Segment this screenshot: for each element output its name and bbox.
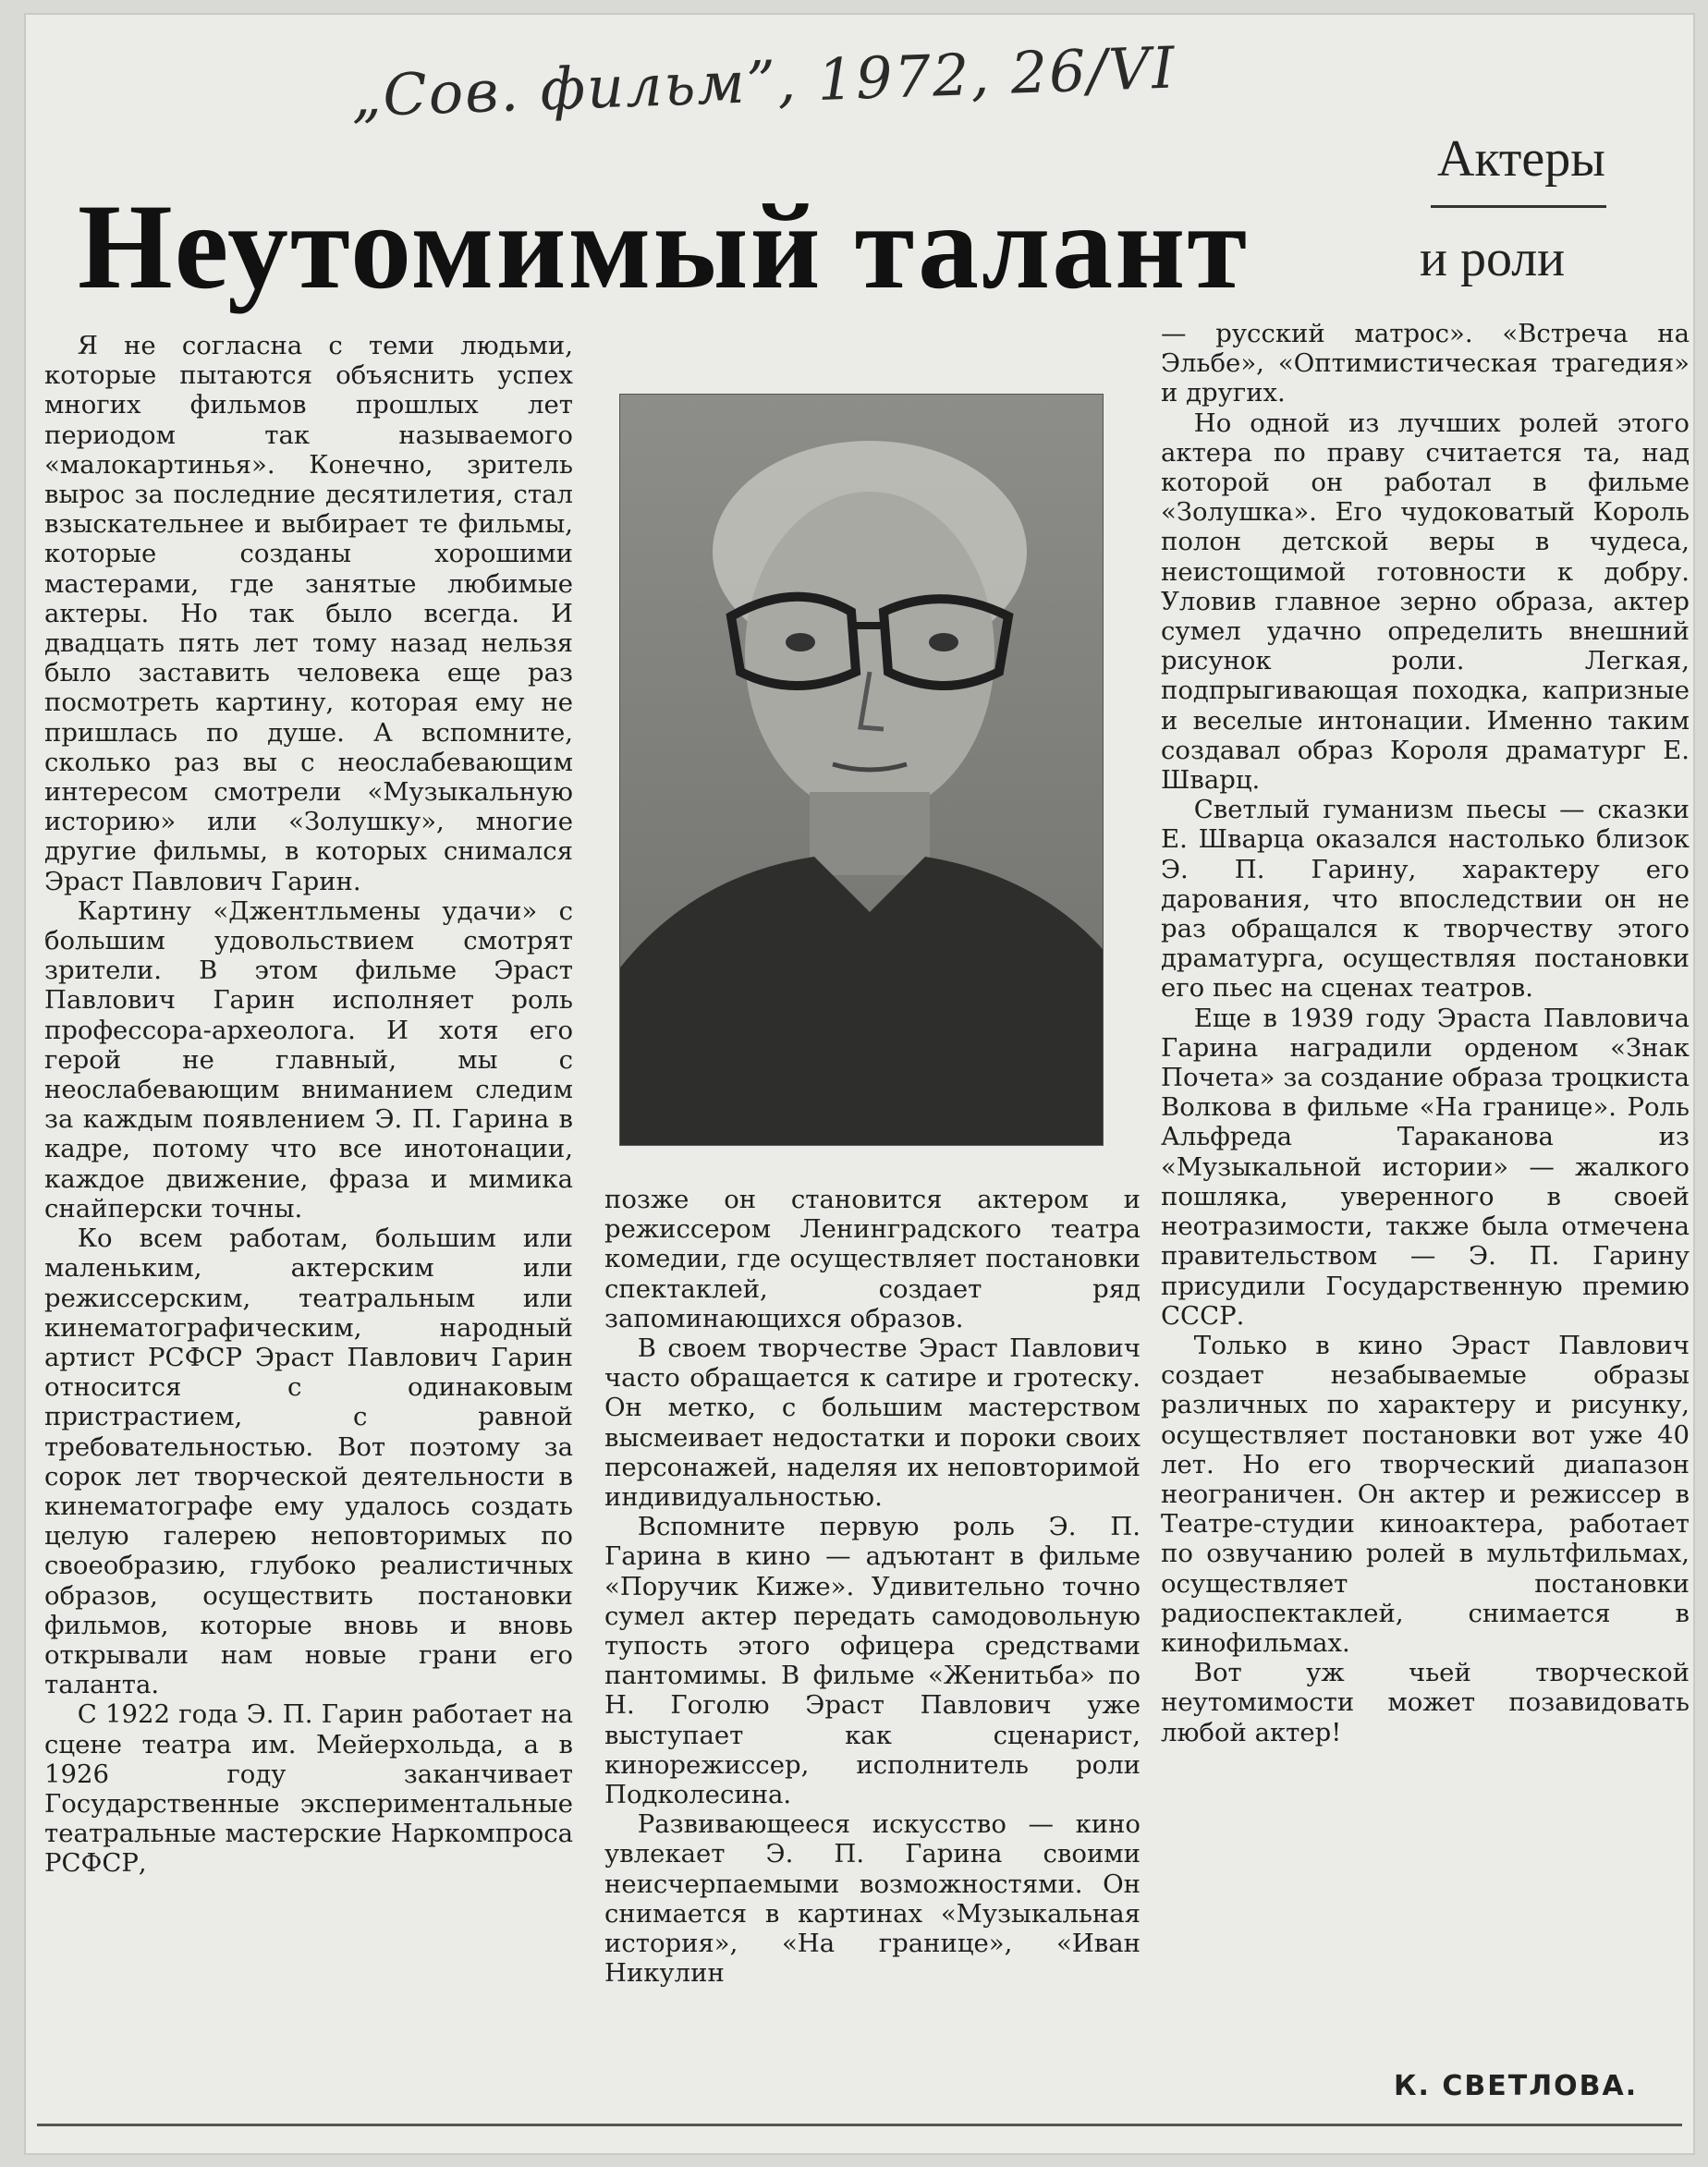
author-signature: К. СВЕТЛОВА. <box>1394 2070 1639 2102</box>
paragraph: Развивающееся искусство — кино увлекает Э. П. Гарина своими неисчерпаемыми возможностями. Он снимается в картинах «Музыкальная история», «На границе», «Иван Никулин <box>604 1809 1141 1989</box>
article-column-1 <box>44 331 573 1879</box>
rubric-label-bottom: и роли <box>1420 230 1566 287</box>
paragraph: Вспомните первую роль Э. П. Гарина в кино — адъютант в фильме «Поручик Киже». Удивительно точно сумел актер передать самодовольную тупость этого офицера средствами пантомимы. В фильме «Женитьба» по Н. Гоголю Эраст Павлович уже выступает как сценарист, кинорежиссер, исполнитель роли Подколесина. <box>604 1512 1141 1810</box>
rubric-label-top: Актеры <box>1437 130 1605 188</box>
paragraph: Светлый гуманизм пьесы — сказки Е. Шварца оказался настолько близок Э. П. Гарину, характеру его дарования, что впоследствии он не раз обращался к творчеству этого драматурга, осуществляя постановки его пьес на сценах театров. <box>1161 795 1690 1004</box>
paragraph: Я не согласна с теми людьми, которые пытаются объяснить успех многих фильмов прошлых лет периодом так называемого «малокартинья». Конечно, зритель вырос за последние десятилетия, стал взыскательнее и выбирает те фильмы, которые созданы хорошими мастерами, где занятые любимые актеры. Но так было всегда. И двадцать пять лет тому назад нельзя было заставить человека еще раз посмотреть картину, которая ему не пришлась по душе. А вспомните, сколько раз вы с неослабевающим интересом смотрели «Музыкальную историю» или «Золушку», многие другие фильмы, в которых снимался Эраст Павлович Гарин. <box>44 331 573 896</box>
paragraph: Картину «Джентльмены удачи» с большим удовольствием смотрят зрители. В этом фильме Эраст Павлович Гарин исполняет роль профессора-археолога. И хотя его герой не главный, мы с неослабевающим вниманием следим за каждым появлением Э. П. Гарина в кадре, потому что все инотонации, каждое движение, фраза и мимика снайперски точны. <box>44 895 573 1224</box>
portrait-image <box>620 395 1103 1145</box>
portrait-photo <box>619 394 1104 1146</box>
paragraph: Еще в 1939 году Эраста Павловича Гарина наградили орденом «Знак Почета» за создание образа троцкиста Волкова в фильме «На границе». Роль Альфреда Тараканова из «Музыкальной истории» — жалкого пошляка, уверенного в своей неотразимости, также была отмечена правительством — Э. П. Гарину присудили Государственную премию СССР. <box>1161 1003 1690 1331</box>
paragraph: Но одной из лучших ролей этого актера по праву считается та, над которой он работал в фильме «Золушка». Его чудоковатый Король полон детской веры в чудеса, неистощимой готовности к добру. Уловив главное зерно образа, актер сумел удачно определить внешний рисунок роли. Легкая, подпрыгивающая походка, капризные и веселые интонации. Именно таким создавал образ Короля драматург Е. Шварц. <box>1161 408 1690 796</box>
paragraph: В своем творчестве Эраст Павлович часто обращается к сатире и гротеску. Он метко, с большим мастерством высмеивает недостатки и пороки своих персонажей, наделяя их неповторимой индивидуальностью. <box>604 1333 1141 1513</box>
bottom-rule <box>37 2124 1682 2126</box>
rubric-divider <box>1431 205 1606 208</box>
article-headline: Неутомимый талант <box>78 178 1250 314</box>
paragraph: Только в кино Эраст Павлович создает незабываемые образы различных по характеру и рисунку, осуществляет постановки вот уже 40 лет. Но его творческий диапазон неограничен. Он актер и режиссер в Театре-студии киноактера, работает по озвучанию ролей в мультфильмах, осуществляет постановки радиоспектаклей, снимается в кинофильмах. <box>1161 1330 1690 1658</box>
paragraph: Ко всем работам, большим или маленьким, актерским или режиссерским, театральным или кинематографическим, народный артист РСФСР Эраст Павлович Гарин относится с одинаковым пристрастием, с равной требовательностью. Вот поэтому за сорок лет творческой деятельности в кинематографе ему удалось создать целую галерею неповторимых по своеобразию, глубоко реалистичных образов, осуществить постановки фильмов, которые вновь и вновь открывали нам новые грани его таланта. <box>44 1224 573 1700</box>
paragraph: — русский матрос». «Встреча на Эльбе», «Оптимистическая трагедия» и других. <box>1161 319 1690 408</box>
article-column-2 <box>604 1185 1141 1988</box>
handwritten-annotation: „Сов. фильм”, 1972, 26/VI <box>349 33 1177 130</box>
paragraph: С 1922 года Э. П. Гарин работает на сцене театра им. Мейерхольда, а в 1926 году заканчивает Государственные экспериментальные театральные мастерские Наркомпроса РСФСР, <box>44 1699 573 1879</box>
paragraph: позже он становится актером и режиссером Ленинградского театра комедии, где осуществляет постановки спектаклей, создает ряд запоминающихся образов. <box>604 1185 1141 1333</box>
article-column-3 <box>1161 319 1690 1747</box>
paragraph: Вот уж чьей творческой неутомимости может позавидовать любой актер! <box>1161 1658 1690 1747</box>
